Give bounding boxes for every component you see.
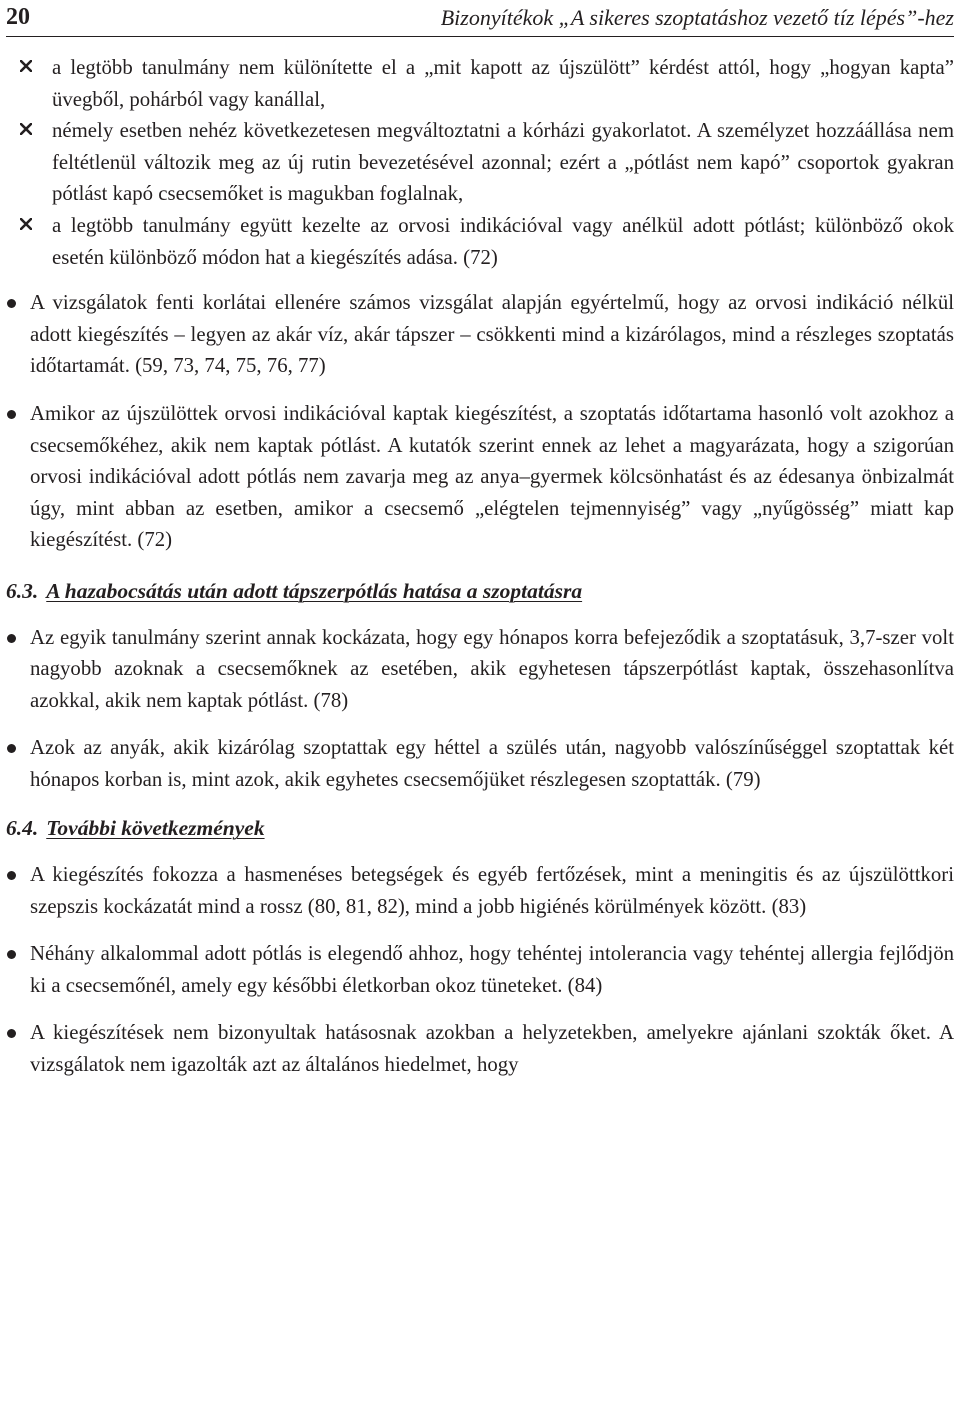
section-title: További következmények xyxy=(46,816,265,841)
bullet-dot-icon xyxy=(7,744,16,753)
running-title: Bizonyítékok „A sikeres szoptatáshoz vezető tíz lépés”-hez xyxy=(440,5,954,30)
bullet-item xyxy=(6,938,954,1001)
bullet-dot-icon xyxy=(7,871,16,880)
bullet-item xyxy=(6,622,954,717)
bullet-item xyxy=(6,398,954,556)
section-number: 6.4. xyxy=(6,816,39,841)
bullet-item xyxy=(6,287,954,382)
bullet-dot-icon xyxy=(7,1029,16,1038)
sub-list-item xyxy=(6,115,954,210)
sub-list-item xyxy=(6,52,954,115)
page-content xyxy=(6,52,954,1081)
bullet-dot-icon xyxy=(7,950,16,959)
sub-list-item-text: a legtöbb tanulmány nem különítette el a „mit kapott az újszülött” kérdést attól, hogy „hogyan kapta” üvegből, pohárból vagy kanállal, xyxy=(52,56,954,111)
bullet-dot-icon xyxy=(7,410,16,419)
bullet-item-text: Azok az anyák, akik kizárólag szoptattak egy héttel a szülés után, nagyobb valószínűséggel szoptattak két hónapos korban is, mint azok, akik egyhetes csecsemőjüket részlegesen szoptatták. (79) xyxy=(30,736,954,791)
bullet-item xyxy=(6,859,954,922)
bullet-dot-icon xyxy=(7,634,16,643)
section-title: A hazabocsátás után adott tápszerpótlás hatása a szoptatásra xyxy=(46,578,583,603)
page-number: 20 xyxy=(6,4,30,30)
bullet-item-text: A kiegészítések nem bizonyultak hatásosnak azokban a helyzetekben, amelyekre ajánlani szokták őket. A vizsgálatok nem igazolták azt az általános hiedelmet, hogy xyxy=(30,1021,954,1077)
sub-list-item-text: némely esetben nehéz következetesen megváltoztatni a kórházi gyakorlatot. A személyzet hozzáállása nem feltétlenül változik meg az új rutin bevezetésével azonnal; ezért a „pótlást nem kapó” csoportok gyakran pótlást kapó csecsemőket is magukban foglalnak, xyxy=(52,119,954,206)
section-number: 6.3. xyxy=(6,578,39,603)
bullet-item-text: Az egyik tanulmány szerint annak kockázata, hogy egy hónapos korra befejeződik a szoptatásuk, 3,7-szer volt nagyobb azoknak a csecsemőknek az esetében, akik egyhetesen tápszerpótlást kaptak, összehasonlítva azokkal, akik nem kaptak pótlást. (78) xyxy=(30,625,954,712)
bullet-item-text: Amikor az újszülöttek orvosi indikációval kaptak kiegészítést, a szoptatás időtartama hasonló volt azokhoz a csecsemőkéhez, akik nem kaptak pótlást. A kutatók szerint ennek az lehet a magyarázata, hogy a szigorúan orvosi indikációval adott pótlás nem zavarja meg az anya–gyermek kölcsönhatást és az édesanya önbizalmát úgy, mint abban az esetben, amikor a csecsemő „elégtelen tejmennyiség” vagy „nyűgösség” miatt kap kiegészítést. (72) xyxy=(30,401,954,552)
section-heading-6-3 xyxy=(6,576,954,608)
sub-list-item xyxy=(6,210,954,273)
x-mark-icon xyxy=(20,60,32,72)
bullet-list-consequences xyxy=(6,859,954,1081)
bullet-list-after-discharge xyxy=(6,622,954,796)
bullet-list-limitations xyxy=(6,287,954,556)
bullet-dot-icon xyxy=(7,299,16,308)
bullet-item-text: Néhány alkalommal adott pótlás is elegendő ahhoz, hogy tehéntej intolerancia vagy tehéntej allergia fejlődjön ki a csecsemőnél, amely egy későbbi életkorban okoz tüneteket. (84) xyxy=(30,942,954,997)
bullet-item-text: A vizsgálatok fenti korlátai ellenére számos vizsgálat alapján egyértelmű, hogy az orvosi indikáció nélkül adott kiegészítés – legyen az akár víz, akár tápszer – csökkenti mind a kizárólagos, mind a részleges szoptatás időtartamát. (59, 73, 74, 75, 76, 77) xyxy=(30,291,954,378)
x-mark-icon xyxy=(20,123,32,135)
sub-list-item-text: a legtöbb tanulmány együtt kezelte az orvosi indikációval vagy anélkül adott pótlást; különböző okok esetén különböző módon hat a kiegészítés adása. (72) xyxy=(52,213,954,269)
section-heading-6-4 xyxy=(6,813,954,845)
page-header xyxy=(6,0,954,37)
bullet-item xyxy=(6,732,954,795)
sub-bullet-list xyxy=(6,52,954,273)
x-mark-icon xyxy=(20,218,32,230)
bullet-item-text: A kiegészítés fokozza a hasmenéses betegségek és egyéb fertőzések, mint a meningitis és az újszülöttkori szepszis kockázatát mind a rossz (80, 81, 82), mind a jobb higiénés körülmények között. (83) xyxy=(30,863,954,918)
bullet-item xyxy=(6,1017,954,1080)
